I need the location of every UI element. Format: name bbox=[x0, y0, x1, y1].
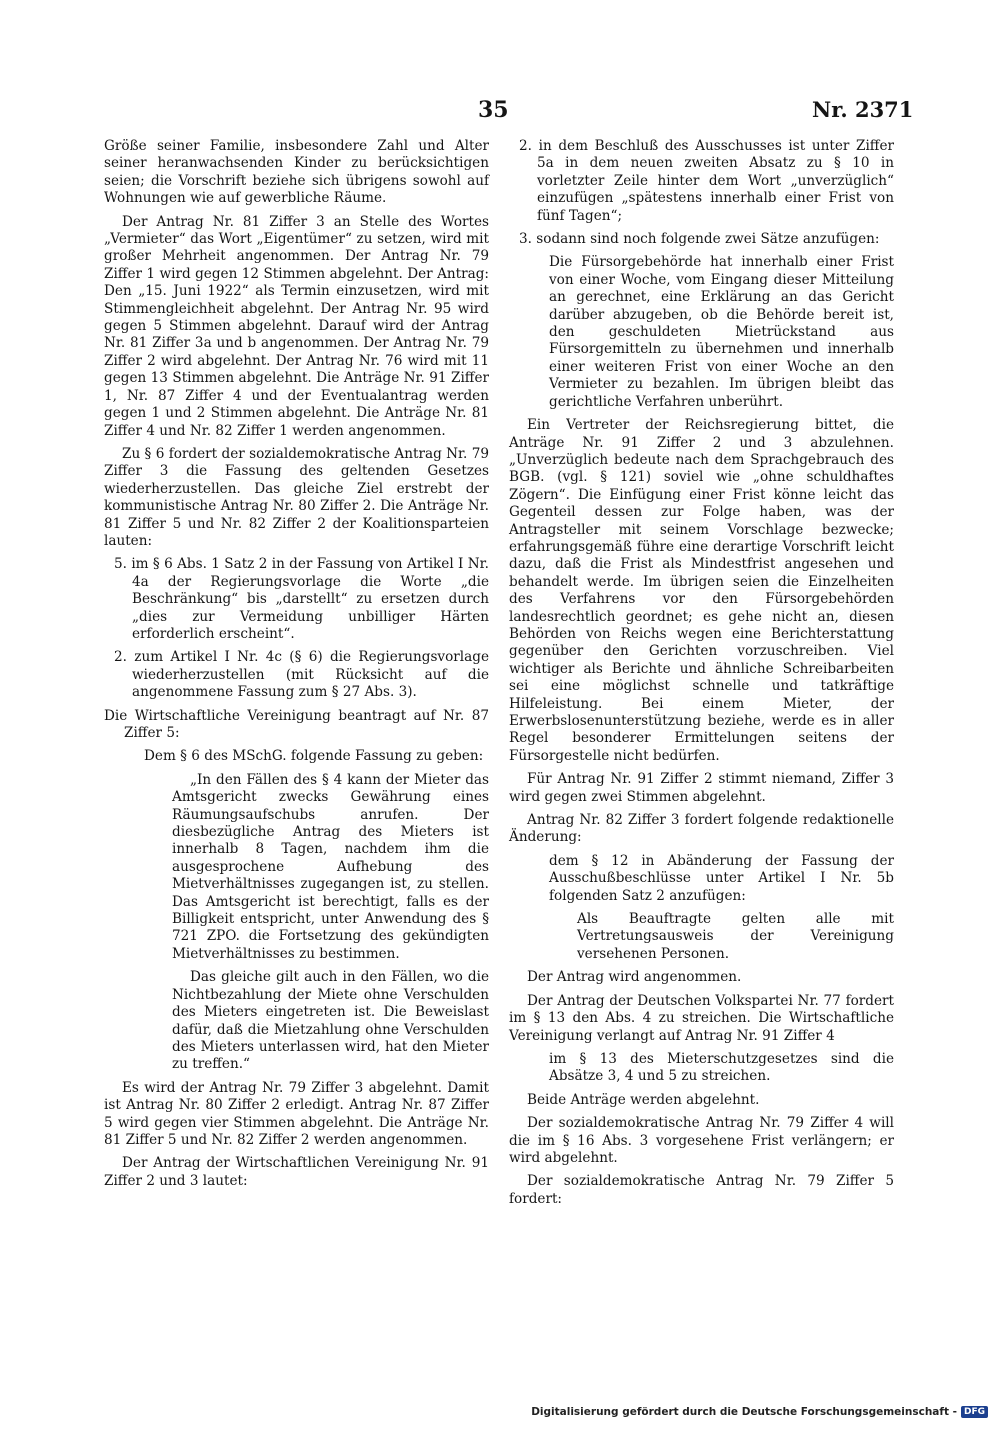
quoted-block: Das gleiche gilt auch in den Fällen, wo die Nichtbezahlung der Miete ohne Verschulden des Mieters eingetreten ist. Die Beweislast dafür, daß die Mietzahlung ohne Verschulden des Mieters unterlassen wird, hat den Mieter zu treffen.“ bbox=[172, 969, 489, 1073]
footer-text: Digitalisierung gefördert durch die Deutsche Forschungsgemeinschaft - bbox=[531, 1406, 957, 1418]
dfg-logo-icon bbox=[961, 1406, 988, 1418]
paragraph: Der Antrag wird angenommen. bbox=[527, 969, 742, 986]
footer-credit bbox=[531, 1406, 988, 1418]
paragraph: Beide Anträge werden abgelehnt. bbox=[527, 1091, 760, 1108]
paragraph: Für Antrag Nr. 91 Ziffer 2 stimmt niemand, Ziffer 3 wird gegen zwei Stimmen abgelehnt. bbox=[509, 771, 894, 805]
paragraph: Größe seiner Familie, insbesondere Zahl und Alter seiner heranwachsenden Kinder zu berücksichtigen seien; die Vorschrift beziehe sich übrigens sowohl auf Wohnungen wie auf gewerbliche Räume. bbox=[104, 138, 489, 207]
document-number: Nr. 2371 bbox=[812, 97, 914, 122]
paragraph: Die Wirtschaftliche Vereinigung beantragt auf Nr. 87 Ziffer 5: bbox=[104, 707, 489, 741]
paragraph: Der sozialdemokratische Antrag Nr. 79 Ziffer 4 will die im § 16 Abs. 3 vorgesehene Frist verlängern; er wird abgelehnt. bbox=[509, 1115, 894, 1166]
left-column bbox=[104, 138, 489, 1196]
quoted-block: „In den Fällen des § 4 kann der Mieter das Amtsgericht zwecks Gewährung eines Räumungsaufschubs anrufen. Der diesbezügliche Antrag des Mieters ist innerhalb 8 Tagen, nachdem ihm die ausgesprochene Aufhebung des Mietverhältnisses zugegangen ist, zu stellen. Das Amtsgericht ist berechtigt, falls es der Billigkeit entspricht, unter Anwendung des § 721 ZPO. die Fortsetzung des gekündigten Mietverhältnisses zu bestimmen. bbox=[172, 771, 489, 962]
page-number: 35 bbox=[478, 97, 509, 123]
paragraph: Ein Vertreter der Reichsregierung bittet, die Anträge Nr. 91 Ziffer 2 und 3 abzulehnen. „Unverzüglich bedeute nach dem Sprachgebrauch des BGB. (vgl. § 121) soviel wie „ohne schuldhaftes Zögern“. Die Einfügung einer Frist könne leicht das Gegenteil dessen zur Folge haben, was der Antragsteller mit seinem Vorschlage bezwecke; erfahrungsgemäß führe eine derartige Vorschrift leicht dazu, daß die Frist als Mindestfrist angesehen und behandelt werde. Im übrigen seien die Einzelheiten des Verfahrens vor den Fürsorgebehörden landesrechtlich geordnet; es gehe nicht an, diesen Behörden von Reichs wegen eine Berichterstattung gegenüber den Gerichten vorzuschreiben. Viel wichtiger als Berichte und ähnliche Schreibarbeiten sei eine möglichst schnelle und tatkräftige Hilfeleistung. Bei einem Mieter, der Erwerbslosenunterstützung beziehe, werde es in aller Regel besonderer Ermittelungen seitens der Fürsorgestelle nicht bedürfen. bbox=[509, 417, 894, 764]
list-item: 2. zum Artikel I Nr. 4c (§ 6) die Regierungsvorlage wiederherzustellen (mit Rücksicht auf die angenommene Fassung zum § 27 Abs. 3). bbox=[114, 649, 489, 701]
quoted-block: Dem § 6 des MSchG. folgende Fassung zu geben: bbox=[144, 748, 484, 765]
dfg-logo-text: DFG bbox=[963, 1407, 985, 1417]
quoted-block: dem § 12 in Abänderung der Fassung der Ausschußbeschlüsse unter Artikel I Nr. 5b folgenden Satz 2 anzufügen: bbox=[549, 852, 894, 904]
quoted-block: Als Beauftragte gelten alle mit Vertretungsausweis der Vereinigung versehenen Personen. bbox=[577, 911, 894, 962]
paragraph: Es wird der Antrag Nr. 79 Ziffer 3 abgelehnt. Damit ist Antrag Nr. 80 Ziffer 2 erledigt. Antrag Nr. 87 Ziffer 5 wird gegen vier Stimmen abgelehnt. Die Anträge Nr. 81 Ziffer 5 und Nr. 82 Ziffer 2 werden angenommen. bbox=[104, 1079, 489, 1148]
paragraph: Der Antrag der Wirtschaftlichen Vereinigung Nr. 91 Ziffer 2 und 3 lautet: bbox=[104, 1155, 489, 1189]
list-item: 2. in dem Beschluß des Ausschusses ist unter Ziffer 5a in dem neuen zweiten Absatz zu § 10 in vorletzter Zeile hinter dem Wort „unverzüglich“ einzufügen „spätestens innerhalb einer Frist von fünf Tagen“; bbox=[519, 138, 894, 224]
paragraph: Der sozialdemokratische Antrag Nr. 79 Ziffer 5 fordert: bbox=[509, 1173, 894, 1207]
list-item: 5. im § 6 Abs. 1 Satz 2 in der Fassung von Artikel I Nr. 4a der Regierungsvorlage die Worte „die Beschränkung“ bis „darstellt“ zu ersetzen durch „dies zur Vermeidung unbilliger Härten erforderlich erscheint“. bbox=[114, 556, 489, 642]
right-column bbox=[509, 138, 894, 1214]
paragraph: Der Antrag Nr. 81 Ziffer 3 an Stelle des Wortes „Vermieter“ das Wort „Eigentümer“ zu setzen, wird mit großer Mehrheit angenommen. Der Antrag Nr. 79 Ziffer 1 wird gegen 12 Stimmen abgelehnt. Der Antrag: Den „15. Juni 1922“ als Termin einzusetzen, wird mit Stimmengleichheit abgelehnt. Der Antrag Nr. 95 wird gegen 5 Stimmen abgelehnt. Darauf wird der Antrag Nr. 81 Ziffer 3a und b angenommen. Der Antrag Nr. 79 Ziffer 2 wird abgelehnt. Der Antrag Nr. 76 wird mit 11 gegen 13 Stimmen abgelehnt. Die Anträge Nr. 91 Ziffer 1, Nr. 87 Ziffer 4 und der Eventualantrag werden gegen 1 und 2 Stimmen abgelehnt. Die Anträge Nr. 81 Ziffer 4 und Nr. 82 Ziffer 1 werden angenommen. bbox=[104, 213, 489, 439]
quoted-block: Die Fürsorgebehörde hat innerhalb einer Frist von einer Woche, vom Eingang dieser Mitteilung an gerechnet, eine Erklärung an das Gericht darüber abzugeben, ob die Behörde bereit ist, den geschuldeten Mietrückstand aus Fürsorgemitteln zu übernehmen und innerhalb einer weiteren Frist von einer Woche an den Vermieter zu bezahlen. Im übrigen bleibt das gerichtliche Verfahren unberührt. bbox=[549, 254, 894, 410]
paragraph: Antrag Nr. 82 Ziffer 3 fordert folgende redaktionelle Änderung: bbox=[509, 812, 894, 846]
quoted-block: im § 13 des Mieterschutzgesetzes sind die Absätze 3, 4 und 5 zu streichen. bbox=[549, 1050, 894, 1085]
paragraph: Der Antrag der Deutschen Volkspartei Nr. 77 fordert im § 13 den Abs. 4 zu streichen. Die Wirtschaftliche Vereinigung verlangt auf Antrag Nr. 91 Ziffer 4 bbox=[509, 992, 894, 1044]
list-item: 3. sodann sind noch folgende zwei Sätze anzufügen: bbox=[519, 231, 880, 248]
paragraph: Zu § 6 fordert der sozialdemokratische Antrag Nr. 79 Ziffer 3 die Fassung des geltenden Gesetzes wiederherzustellen. Das gleiche Ziel erstrebt der kommunistische Antrag Nr. 80 Ziffer 2. Die Anträge Nr. 81 Ziffer 5 und Nr. 82 Ziffer 2 der Koalitionsparteien lauten: bbox=[104, 445, 489, 549]
